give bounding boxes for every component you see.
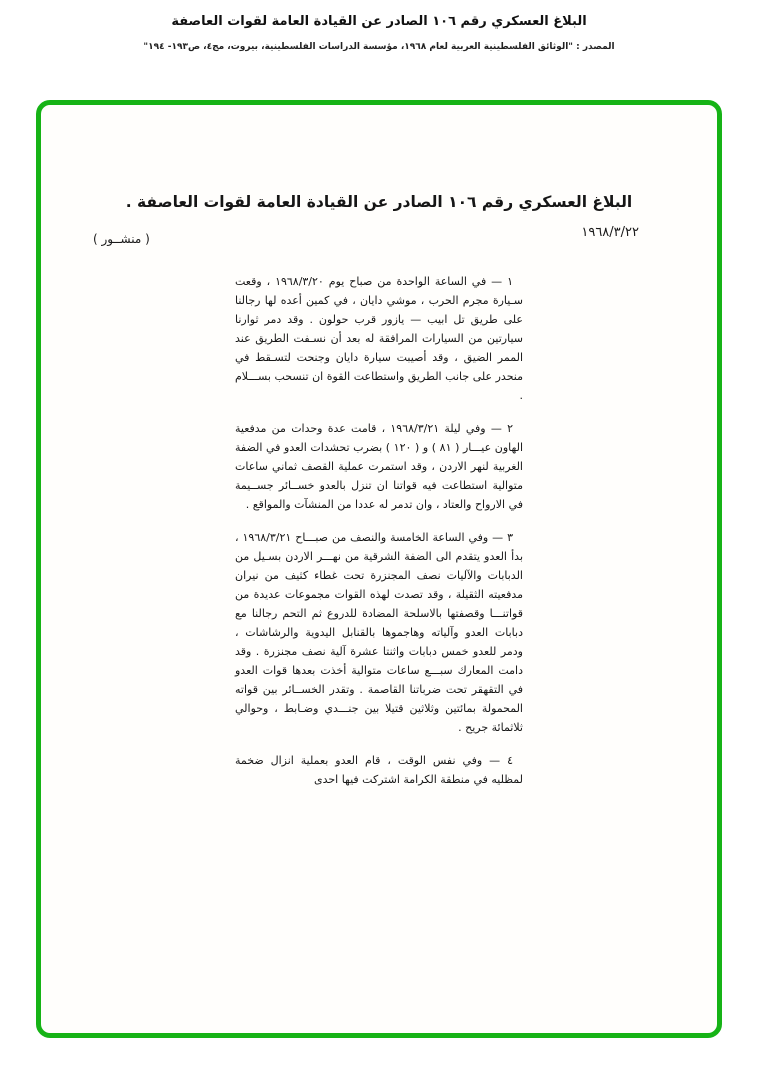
document-date: ١٩٦٨/٣/٢٢ [581,225,639,240]
paragraph-4: ٤ — وفي نفس الوقت ، قام العدو بعملية انزال ضخمة لمظليه في منطقة الكرامة اشتركت فيها احدى [235,754,523,786]
document-status-note: ( منشــور ) [93,232,150,246]
paragraph-2: ٢ — وفي ليلة ١٩٦٨/٣/٢١ ، قامت عدة وحدات من مدفعية الهاون عيـــار ( ٨١ ) و ( ١٢٠ ) بضرب تحشدات العدو في الضفة الغربية لنهر الاردن ، وقد استمرت عملية القصف ثماني ساعات متوالية استطاعت فيه قواتنا ان تنزل بالعدو خســائر جســيمة في الارواح والعتاد ، وان تدمر له عددا من المنشآت والمواقع . [235,422,524,511]
document-title: البلاغ العسكري رقم ١٠٦ الصادر عن القيادة العامة لقوات العاصفة . [125,193,633,211]
page-header-title: البلاغ العسكري رقم ١٠٦ الصادر عن القيادة العامة لقوات العاصفة [171,14,587,29]
page-header-source: المصدر : "الوثائق الفلسطينية العربية لعام ١٩٦٨، مؤسسة الدراسات الفلسطينية، بيروت، مج٤، ص١٩٣- ١٩٤" [143,42,615,52]
paragraph-1: ١ — في الساعة الواحدة من صباح يوم ١٩٦٨/٣/٢٠ ، وقعت سـيارة مجرم الحرب ، موشي دايان ، في كمين أعده لها رجالنا على طريق تل ابيب — يازور قرب حولون . وقد دمر ثوارنا سيارتين من السيارات المرافقة له بعد أن نسـفت الطريق عند الممر الضيق ، وقد أصيبت سيارة دايان وجنحت لتسـقط في منحدر على جانب الطريق واستطاعت القوة ان تنسحب بســـلام . [235,275,523,402]
document-body [235,272,523,789]
document-frame [36,100,722,1038]
paragraph-3: ٣ — وفي الساعة الخامسة والنصف من صبـــاح ١٩٦٨/٣/٢١ ، بدأ العدو يتقدم الى الضفة الشرقية من نهـــر الاردن بسـيل من الدبابات والآليات نصف المجنزرة تحت غطاء كثيف من نيران مدفعيته الثقيلة ، وقد تصدت لهذه القوات مجموعات عديدة من قواتنـــا وقصفتها بالاسلحة المضادة للدروع ثم التحم رجالنا مع دبابات العدو وآلياته وهاجموها بالقنابل اليدوية والرشاشات ، ودمر للعدو خمس دبابات واثنتا عشرة آلية نصف مجنزرة . وقد دامت المعارك سبـــع ساعات متوالية أخذت بعدها قوات العدو في التقهقر تحت ضرباتنا القاصمة . وتقدر الخســائر بين قواته المحمولة بمائتين وثلاثين قتيلا بين جنـــدي وضـابط ، وحوالي ثلاثمائة جريح . [235,531,523,734]
page-header [0,14,758,52]
document-meta-row [93,225,639,246]
